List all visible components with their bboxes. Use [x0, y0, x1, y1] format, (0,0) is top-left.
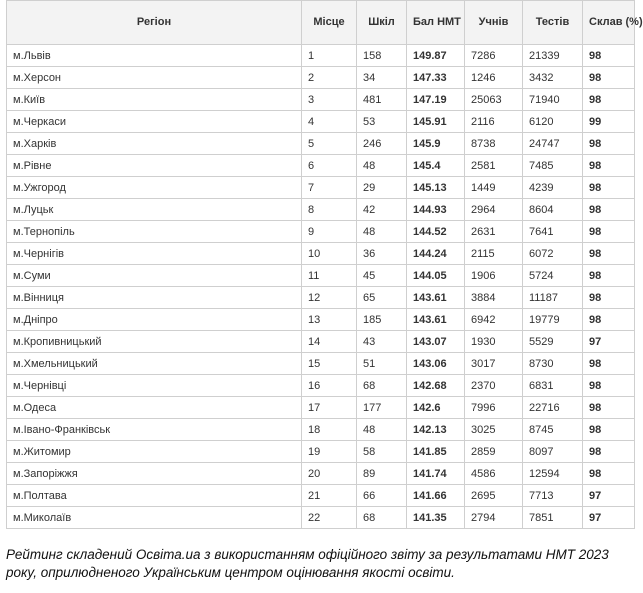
cell-students: 2964: [465, 199, 523, 221]
table-row: [7, 265, 635, 287]
cell-students: 2115: [465, 243, 523, 265]
cell-schools: 481: [357, 89, 407, 111]
cell-score: 143.61: [407, 309, 465, 331]
table-row: [7, 441, 635, 463]
cell-schools: 68: [357, 375, 407, 397]
cell-place: 15: [302, 353, 357, 375]
cell-passed: 98: [583, 419, 635, 441]
ranking-table: [6, 0, 643, 529]
cell-passed: 98: [583, 375, 635, 397]
cell-region: м.Суми: [7, 265, 302, 287]
table-row: [7, 133, 635, 155]
cell-students: 1246: [465, 67, 523, 89]
cell-region: м.Тернопіль: [7, 221, 302, 243]
cell-tests: 12594: [523, 463, 583, 485]
cell-score: 142.68: [407, 375, 465, 397]
table-row: [7, 397, 635, 419]
cell-score: 145.91: [407, 111, 465, 133]
table-row: [7, 463, 635, 485]
cell-tests: 6072: [523, 243, 583, 265]
cell-schools: 48: [357, 419, 407, 441]
cell-region: м.Миколаїв: [7, 507, 302, 529]
cell-place: 13: [302, 309, 357, 331]
table-row: [7, 67, 635, 89]
cell-students: 2695: [465, 485, 523, 507]
cell-region: м.Вінниця: [7, 287, 302, 309]
table-row: [7, 177, 635, 199]
cell-schools: 65: [357, 287, 407, 309]
cell-region: м.Одеса: [7, 397, 302, 419]
header-students: Учнів: [465, 1, 523, 45]
cell-passed: 98: [583, 441, 635, 463]
cell-place: 20: [302, 463, 357, 485]
cell-students: 7996: [465, 397, 523, 419]
cell-place: 2: [302, 67, 357, 89]
cell-tests: 5529: [523, 331, 583, 353]
cell-schools: 29: [357, 177, 407, 199]
header-passed: Склав (%): [583, 1, 635, 45]
cell-passed: 98: [583, 265, 635, 287]
cell-passed: 99: [583, 111, 635, 133]
cell-region: м.Запоріжжя: [7, 463, 302, 485]
cell-schools: 89: [357, 463, 407, 485]
cell-score: 145.4: [407, 155, 465, 177]
cell-score: 142.13: [407, 419, 465, 441]
cell-region: м.Львів: [7, 45, 302, 67]
cell-passed: 98: [583, 397, 635, 419]
cell-place: 10: [302, 243, 357, 265]
table-row: [7, 221, 635, 243]
cell-schools: 42: [357, 199, 407, 221]
cell-region: м.Київ: [7, 89, 302, 111]
cell-region: м.Полтава: [7, 485, 302, 507]
cell-tests: 19779: [523, 309, 583, 331]
cell-passed: 98: [583, 287, 635, 309]
cell-students: 3017: [465, 353, 523, 375]
cell-score: 147.33: [407, 67, 465, 89]
cell-students: 1906: [465, 265, 523, 287]
cell-score: 144.24: [407, 243, 465, 265]
cell-passed: 98: [583, 133, 635, 155]
cell-region: м.Дніпро: [7, 309, 302, 331]
table-header-row: [7, 1, 635, 45]
cell-region: м.Чернівці: [7, 375, 302, 397]
cell-tests: 7485: [523, 155, 583, 177]
table-row: [7, 243, 635, 265]
cell-passed: 97: [583, 331, 635, 353]
cell-tests: 21339: [523, 45, 583, 67]
header-score: Бал НМТ: [407, 1, 465, 45]
cell-score: 145.13: [407, 177, 465, 199]
cell-students: 2631: [465, 221, 523, 243]
cell-score: 141.66: [407, 485, 465, 507]
cell-score: 149.87: [407, 45, 465, 67]
cell-place: 6: [302, 155, 357, 177]
cell-passed: 98: [583, 463, 635, 485]
cell-passed: 97: [583, 507, 635, 529]
cell-schools: 51: [357, 353, 407, 375]
cell-tests: 7713: [523, 485, 583, 507]
cell-passed: 98: [583, 353, 635, 375]
cell-region: м.Харків: [7, 133, 302, 155]
cell-place: 9: [302, 221, 357, 243]
cell-score: 141.35: [407, 507, 465, 529]
table-row: [7, 353, 635, 375]
cell-place: 19: [302, 441, 357, 463]
cell-region: м.Житомир: [7, 441, 302, 463]
cell-schools: 68: [357, 507, 407, 529]
cell-tests: 11187: [523, 287, 583, 309]
cell-students: 2794: [465, 507, 523, 529]
table-row: [7, 375, 635, 397]
cell-score: 143.06: [407, 353, 465, 375]
cell-schools: 45: [357, 265, 407, 287]
cell-students: 7286: [465, 45, 523, 67]
header-schools: Шкіл: [357, 1, 407, 45]
cell-region: м.Черкаси: [7, 111, 302, 133]
cell-tests: 4239: [523, 177, 583, 199]
cell-tests: 6120: [523, 111, 583, 133]
cell-place: 16: [302, 375, 357, 397]
cell-region: м.Кропивницький: [7, 331, 302, 353]
cell-score: 143.07: [407, 331, 465, 353]
cell-passed: 98: [583, 199, 635, 221]
cell-score: 142.6: [407, 397, 465, 419]
cell-students: 4586: [465, 463, 523, 485]
cell-score: 141.74: [407, 463, 465, 485]
table-row: [7, 309, 635, 331]
cell-region: м.Чернігів: [7, 243, 302, 265]
cell-region: м.Ужгород: [7, 177, 302, 199]
cell-tests: 8604: [523, 199, 583, 221]
cell-place: 17: [302, 397, 357, 419]
cell-tests: 8097: [523, 441, 583, 463]
cell-place: 5: [302, 133, 357, 155]
cell-students: 1930: [465, 331, 523, 353]
cell-schools: 48: [357, 221, 407, 243]
table-row: [7, 89, 635, 111]
cell-passed: 98: [583, 221, 635, 243]
cell-place: 22: [302, 507, 357, 529]
table-row: [7, 45, 635, 67]
header-place: Місце: [302, 1, 357, 45]
cell-passed: 98: [583, 45, 635, 67]
cell-passed: 98: [583, 243, 635, 265]
cell-students: 2859: [465, 441, 523, 463]
header-region: Регіон: [7, 1, 302, 45]
cell-schools: 177: [357, 397, 407, 419]
cell-score: 141.85: [407, 441, 465, 463]
cell-students: 8738: [465, 133, 523, 155]
cell-region: м.Івано-Франківськ: [7, 419, 302, 441]
cell-region: м.Рівне: [7, 155, 302, 177]
table-row: [7, 485, 635, 507]
cell-tests: 71940: [523, 89, 583, 111]
cell-tests: 7641: [523, 221, 583, 243]
cell-place: 4: [302, 111, 357, 133]
cell-score: 144.05: [407, 265, 465, 287]
caption-line-2: року, оприлюдненого Українським центром оцінювання якості освіти.: [6, 565, 455, 580]
cell-region: м.Луцьк: [7, 199, 302, 221]
cell-region: м.Херсон: [7, 67, 302, 89]
cell-place: 3: [302, 89, 357, 111]
cell-students: 1449: [465, 177, 523, 199]
table-row: [7, 507, 635, 529]
cell-students: 3884: [465, 287, 523, 309]
cell-schools: 36: [357, 243, 407, 265]
cell-passed: 98: [583, 155, 635, 177]
cell-place: 8: [302, 199, 357, 221]
cell-score: 143.61: [407, 287, 465, 309]
cell-schools: 246: [357, 133, 407, 155]
cell-place: 1: [302, 45, 357, 67]
table-row: [7, 199, 635, 221]
cell-place: 12: [302, 287, 357, 309]
cell-tests: 6831: [523, 375, 583, 397]
cell-schools: 34: [357, 67, 407, 89]
cell-schools: 158: [357, 45, 407, 67]
cell-region: м.Хмельницький: [7, 353, 302, 375]
cell-tests: 8745: [523, 419, 583, 441]
cell-passed: 98: [583, 309, 635, 331]
cell-passed: 98: [583, 177, 635, 199]
cell-students: 2116: [465, 111, 523, 133]
cell-students: 25063: [465, 89, 523, 111]
cell-tests: 5724: [523, 265, 583, 287]
cell-tests: 3432: [523, 67, 583, 89]
cell-tests: 8730: [523, 353, 583, 375]
table-row: [7, 155, 635, 177]
header-tests: Тестів: [523, 1, 583, 45]
cell-tests: 22716: [523, 397, 583, 419]
cell-tests: 7851: [523, 507, 583, 529]
cell-schools: 53: [357, 111, 407, 133]
cell-place: 14: [302, 331, 357, 353]
cell-students: 2581: [465, 155, 523, 177]
cell-score: 144.93: [407, 199, 465, 221]
table-row: [7, 287, 635, 309]
cell-score: 144.52: [407, 221, 465, 243]
cell-passed: 97: [583, 485, 635, 507]
cell-score: 145.9: [407, 133, 465, 155]
cell-students: 6942: [465, 309, 523, 331]
cell-place: 11: [302, 265, 357, 287]
caption-line-1: Рейтинг складений Освіта.ua з використанням офіційного звіту за результатами НМТ 2023: [6, 547, 609, 562]
table-caption: [6, 546, 636, 582]
cell-place: 7: [302, 177, 357, 199]
cell-tests: 24747: [523, 133, 583, 155]
cell-score: 147.19: [407, 89, 465, 111]
cell-students: 3025: [465, 419, 523, 441]
cell-passed: 98: [583, 89, 635, 111]
cell-place: 21: [302, 485, 357, 507]
cell-schools: 43: [357, 331, 407, 353]
table-body: [7, 45, 635, 529]
cell-schools: 48: [357, 155, 407, 177]
table-row: [7, 111, 635, 133]
table-row: [7, 331, 635, 353]
cell-schools: 58: [357, 441, 407, 463]
cell-passed: 98: [583, 67, 635, 89]
table-row: [7, 419, 635, 441]
cell-schools: 185: [357, 309, 407, 331]
cell-place: 18: [302, 419, 357, 441]
cell-students: 2370: [465, 375, 523, 397]
cell-schools: 66: [357, 485, 407, 507]
